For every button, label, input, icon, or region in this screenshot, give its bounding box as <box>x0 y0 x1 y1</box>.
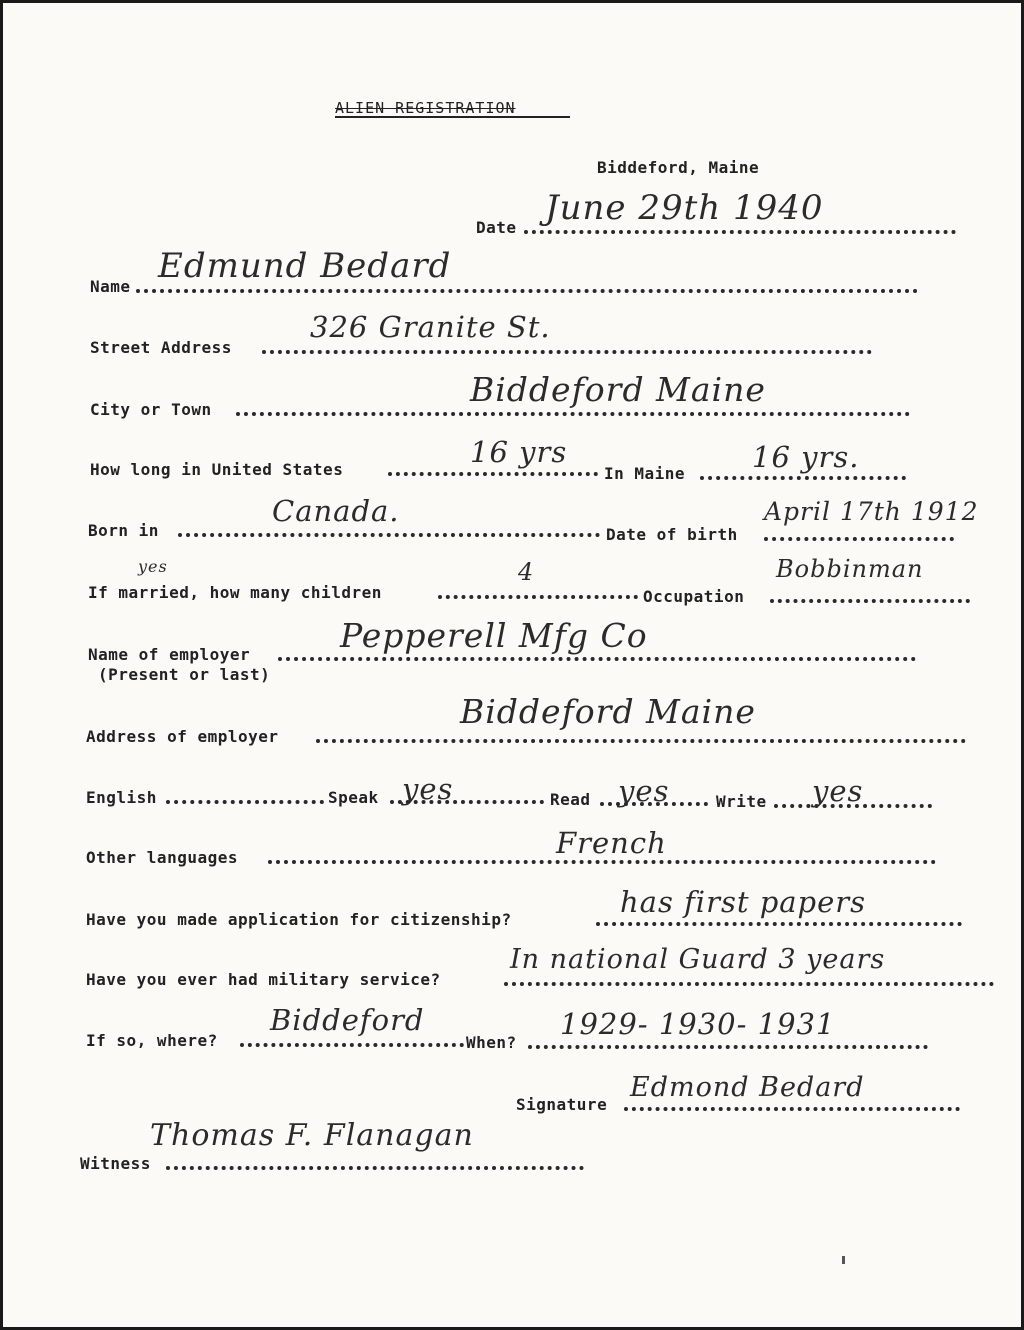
married-label: If married, how many children <box>88 583 382 602</box>
where-line <box>240 1043 464 1047</box>
children-entry: 4 <box>518 558 535 586</box>
name-entry: Edmund Bedard <box>158 246 452 286</box>
citizenship-label: Have you made application for citizenship? <box>86 910 512 929</box>
occupation-line <box>770 599 970 603</box>
where-label: If so, where? <box>86 1031 218 1050</box>
children-line <box>438 595 638 599</box>
employer-line <box>278 657 916 661</box>
maine-duration-label: In Maine <box>604 464 686 483</box>
witness-entry: Thomas F. Flanagan <box>150 1118 474 1153</box>
employer-note: (Present or last) <box>98 665 271 684</box>
witness-line <box>166 1166 584 1170</box>
where-entry: Biddeford <box>270 1003 425 1037</box>
street-line <box>262 350 872 354</box>
read-label: Read <box>550 790 591 809</box>
employer-entry: Pepperell Mfg Co <box>340 616 648 655</box>
paper-mark <box>842 1256 845 1264</box>
occupation-entry: Bobbinman <box>776 555 924 583</box>
other-languages-label: Other languages <box>86 848 238 867</box>
us-duration-line <box>388 472 598 476</box>
signature-line <box>624 1107 960 1111</box>
us-duration-label: How long in United States <box>90 460 344 479</box>
name-label: Name <box>90 277 131 296</box>
married-entry: yes <box>138 557 168 576</box>
employer-address-entry: Biddeford Maine <box>460 692 756 731</box>
military-entry: In national Guard 3 years <box>510 944 886 975</box>
military-label: Have you ever had military service? <box>86 970 441 989</box>
dob-entry: April 17th 1912 <box>764 497 979 526</box>
signature-label: Signature <box>516 1095 608 1114</box>
born-in-line <box>178 533 600 537</box>
employer-address-line <box>316 739 966 743</box>
english-line <box>166 800 324 804</box>
born-in-entry: Canada. <box>272 494 400 528</box>
when-entry: 1929- 1930- 1931 <box>560 1007 836 1041</box>
date-entry: June 29th 1940 <box>545 188 824 228</box>
citizenship-entry: has first papers <box>620 885 867 919</box>
signature-entry: Edmond Bedard <box>630 1072 865 1103</box>
when-line <box>528 1045 928 1049</box>
speak-entry: yes <box>402 772 454 806</box>
city-line <box>236 412 910 416</box>
date-label: Date <box>476 218 517 237</box>
employer-address-label: Address of employer <box>86 727 279 746</box>
write-label: Write <box>716 792 767 811</box>
form-title: ALIEN REGISTRATION <box>335 99 516 117</box>
military-line <box>504 982 994 986</box>
city-entry: Biddeford Maine <box>470 370 766 409</box>
name-line <box>136 289 918 293</box>
street-entry: 326 Granite St. <box>310 310 551 344</box>
witness-label: Witness <box>80 1154 151 1173</box>
other-languages-entry: French <box>556 826 667 860</box>
title-underline <box>335 116 570 118</box>
when-label: When? <box>466 1033 517 1052</box>
born-in-label: Born in <box>88 521 159 540</box>
maine-duration-entry: 16 yrs. <box>752 440 860 474</box>
other-languages-line <box>268 860 936 864</box>
citizenship-line <box>596 922 962 926</box>
english-label: English <box>86 788 157 807</box>
city-label: City or Town <box>90 400 212 419</box>
us-duration-entry: 16 yrs <box>470 435 568 469</box>
date-line <box>524 230 956 234</box>
employer-label: Name of employer <box>88 645 251 664</box>
street-label: Street Address <box>90 338 232 357</box>
read-entry: yes <box>618 774 670 808</box>
occupation-label: Occupation <box>643 587 745 606</box>
city-header: Biddeford, Maine <box>597 158 760 177</box>
speak-label: Speak <box>328 788 379 807</box>
dob-line <box>764 537 954 541</box>
maine-duration-line <box>700 476 906 480</box>
dob-label: Date of birth <box>606 525 738 544</box>
write-entry: yes <box>812 774 864 808</box>
